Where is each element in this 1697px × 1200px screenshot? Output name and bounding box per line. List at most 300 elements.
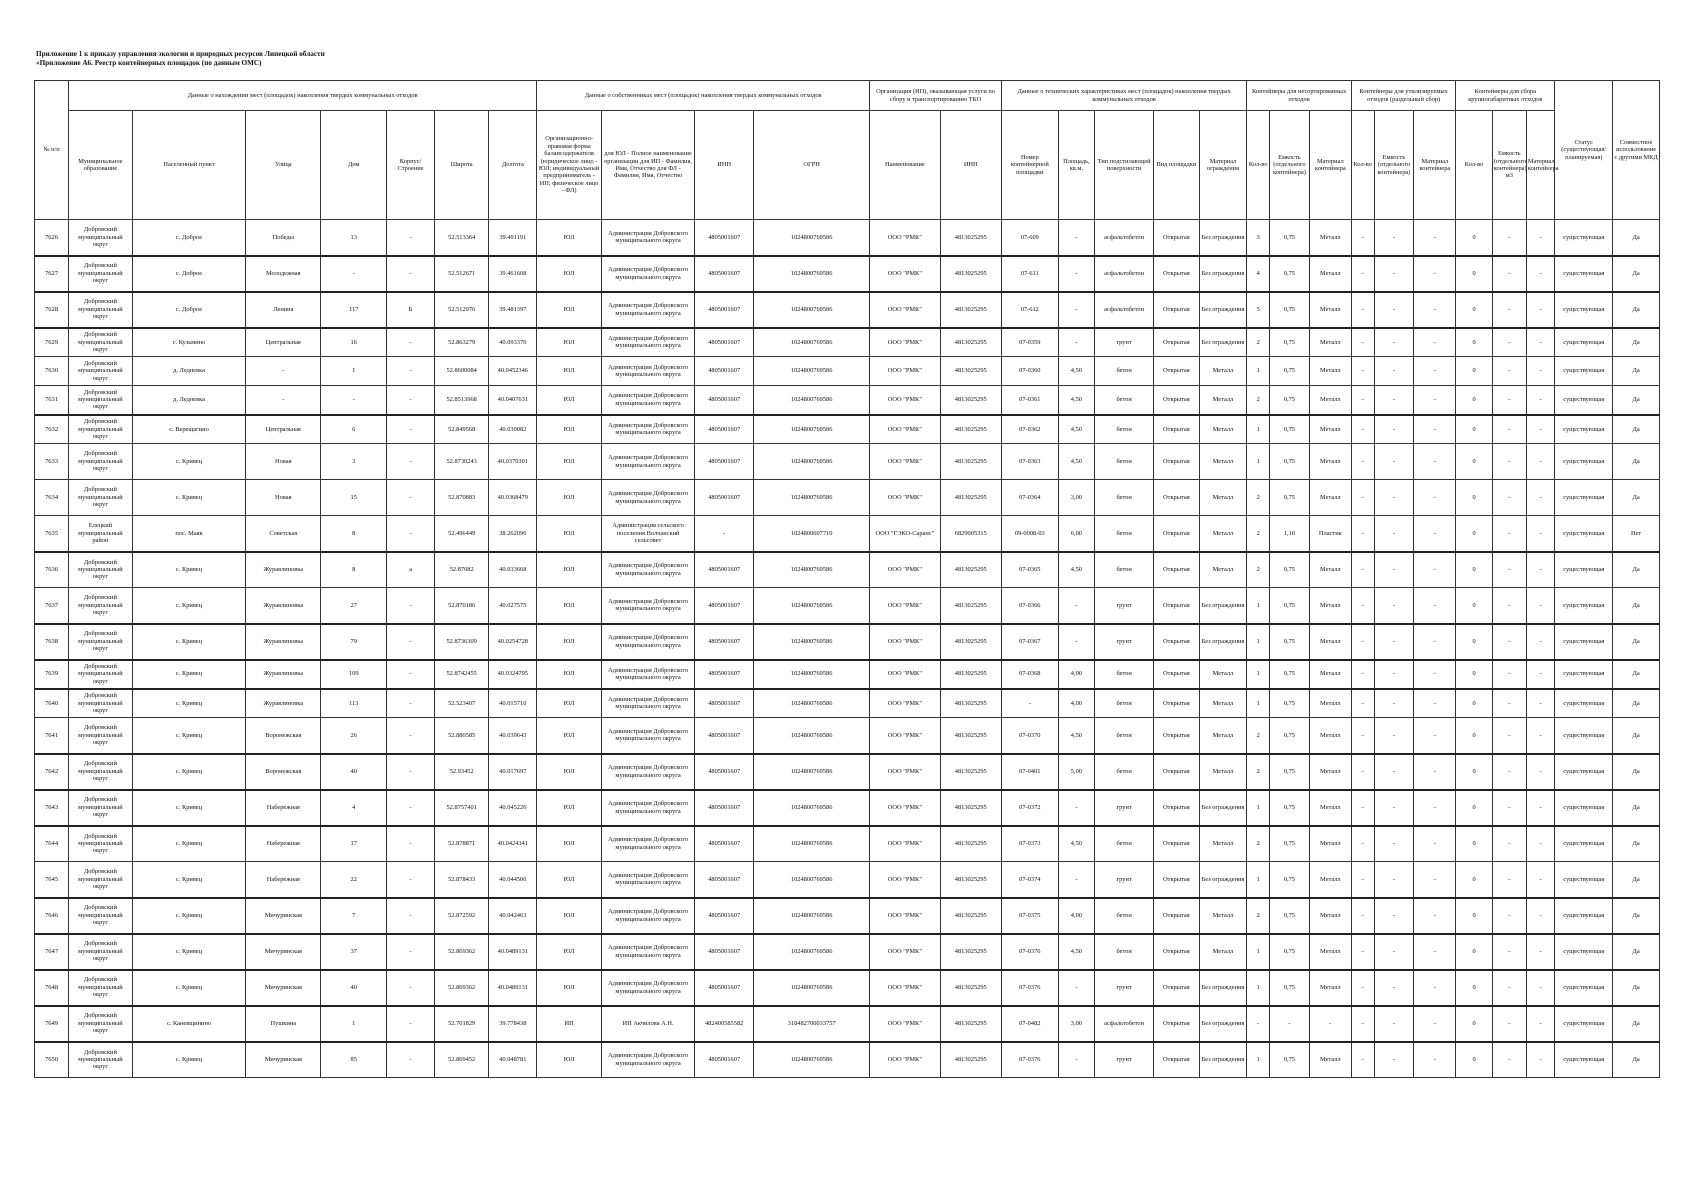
cell-surface: грунт — [1095, 1042, 1154, 1078]
cell-area: - — [1058, 292, 1094, 328]
table-row — [35, 660, 1660, 689]
cell-surface: бетон — [1095, 552, 1154, 588]
cell-operator-name: ООО "РМК" — [870, 480, 940, 516]
cell-inn: 4805001607 — [695, 660, 754, 689]
cell-lon: 39.461608 — [489, 256, 537, 292]
cell-house: 13 — [321, 220, 387, 256]
cell-fence: Без ограждения — [1199, 220, 1247, 256]
cell-owner-name: Администрация Добровского муниципального округа — [601, 415, 694, 444]
cell-lat: 52.878433 — [434, 862, 489, 898]
cell-area: 4,50 — [1058, 415, 1094, 444]
cell-unsorted-material: Металл — [1309, 826, 1351, 862]
cell-inn: 4805001607 — [695, 689, 754, 718]
cell-bulky-count: 0 — [1456, 898, 1492, 934]
col-sorted-material-header: Материал контейнера — [1414, 111, 1456, 220]
cell-fence: Без ограждения — [1199, 256, 1247, 292]
cell-num: 7633 — [35, 444, 69, 480]
cell-building: - — [387, 386, 435, 415]
cell-inn: 4805001607 — [695, 220, 754, 256]
header-row-groups — [35, 81, 1660, 111]
cell-bulky-count: 0 — [1456, 415, 1492, 444]
cell-operator-inn: 4813025295 — [940, 292, 1001, 328]
cell-legal-form: ЮЛ — [537, 862, 602, 898]
cell-site-no: 07-0482 — [1001, 1006, 1058, 1042]
cell-unsorted-count: 2 — [1247, 754, 1270, 790]
group-tech-header: Данные о технических характеристиках мест (площадок) накопления твердых коммунальных отходов — [1001, 81, 1246, 111]
cell-surface: асфальтобетон — [1095, 256, 1154, 292]
cell-site-type: Открытая — [1154, 386, 1199, 415]
cell-num: 7629 — [35, 328, 69, 357]
cell-site-no: 07-0376 — [1001, 970, 1058, 1006]
cell-house: 6 — [321, 415, 387, 444]
col-bulky-count-header: Кол-во — [1456, 111, 1492, 220]
cell-site-no: 07-0372 — [1001, 790, 1058, 826]
cell-bulky-count: 0 — [1456, 790, 1492, 826]
cell-status: существующая — [1555, 415, 1613, 444]
cell-bulky-count: 0 — [1456, 552, 1492, 588]
cell-bulky-count: 0 — [1456, 1006, 1492, 1042]
cell-fence: Без ограждения — [1199, 624, 1247, 660]
cell-owner-name: Администрация Добровского муниципального округа — [601, 934, 694, 970]
cell-bulky-count: 0 — [1456, 689, 1492, 718]
cell-building: - — [387, 934, 435, 970]
cell-ogrn: 1024800769586 — [754, 898, 870, 934]
cell-surface: бетон — [1095, 516, 1154, 552]
cell-num: 7636 — [35, 552, 69, 588]
cell-street: Журавлиновка — [246, 552, 321, 588]
cell-building: - — [387, 660, 435, 689]
cell-street: Мичуринская — [246, 934, 321, 970]
cell-municipality: Добровский муниципальный округ — [69, 689, 133, 718]
cell-owner-name: Администрация Добровского муниципального округа — [601, 386, 694, 415]
cell-operator-inn: 4813025295 — [940, 552, 1001, 588]
cell-fence: Без ограждения — [1199, 970, 1247, 1006]
cell-sorted-material: - — [1414, 357, 1456, 386]
cell-operator-inn: 4813025295 — [940, 970, 1001, 1006]
cell-unsorted-capacity: 0,75 — [1270, 660, 1310, 689]
cell-sorted-capacity: - — [1374, 934, 1414, 970]
table-row — [35, 689, 1660, 718]
table-row — [35, 292, 1660, 328]
cell-sorted-material: - — [1414, 1006, 1456, 1042]
cell-lon: 40.042463 — [489, 898, 537, 934]
cell-sorted-capacity: - — [1374, 660, 1414, 689]
table-row — [35, 862, 1660, 898]
cell-building: - — [387, 862, 435, 898]
cell-shared: Да — [1613, 862, 1660, 898]
cell-status: существующая — [1555, 552, 1613, 588]
table-row — [35, 516, 1660, 552]
cell-sorted-count: - — [1351, 970, 1374, 1006]
cell-building: - — [387, 624, 435, 660]
cell-site-type: Открытая — [1154, 826, 1199, 862]
cell-settlement: с. Кривец — [132, 552, 246, 588]
cell-sorted-count: - — [1351, 826, 1374, 862]
col-fence-header: Материал ограждения — [1199, 111, 1247, 220]
cell-operator-name: ООО "РМК" — [870, 1042, 940, 1078]
cell-shared: Да — [1613, 444, 1660, 480]
cell-site-no: 07-0366 — [1001, 588, 1058, 624]
cell-house: 3 — [321, 444, 387, 480]
cell-ogrn: 1024800769586 — [754, 862, 870, 898]
cell-settlement: с. Кривец — [132, 689, 246, 718]
cell-sorted-material: - — [1414, 862, 1456, 898]
cell-site-no: 07-0370 — [1001, 718, 1058, 754]
cell-bulky-material: - — [1526, 898, 1554, 934]
cell-house: 4 — [321, 790, 387, 826]
cell-unsorted-material: Металл — [1309, 624, 1351, 660]
cell-house: 27 — [321, 588, 387, 624]
cell-bulky-capacity: - — [1492, 516, 1526, 552]
cell-area: - — [1058, 862, 1094, 898]
cell-site-no: 07-0375 — [1001, 898, 1058, 934]
cell-shared: Да — [1613, 898, 1660, 934]
cell-surface: грунт — [1095, 588, 1154, 624]
cell-status: существующая — [1555, 357, 1613, 386]
cell-bulky-material: - — [1526, 718, 1554, 754]
cell-num: 7630 — [35, 357, 69, 386]
cell-unsorted-count: 1 — [1247, 689, 1270, 718]
col-operator-name-header: Наименование — [870, 111, 940, 220]
cell-house: - — [321, 386, 387, 415]
cell-owner-name: Администрация Добровского муниципального округа — [601, 660, 694, 689]
cell-unsorted-material: Металл — [1309, 660, 1351, 689]
cell-owner-name: Администрация Добровского муниципального округа — [601, 220, 694, 256]
cell-bulky-material: - — [1526, 754, 1554, 790]
cell-unsorted-count: 2 — [1247, 386, 1270, 415]
cell-bulky-material: - — [1526, 1042, 1554, 1078]
cell-unsorted-material: Металл — [1309, 934, 1351, 970]
cell-sorted-count: - — [1351, 660, 1374, 689]
cell-street: Ленина — [246, 292, 321, 328]
cell-lat: 52.8730243 — [434, 444, 489, 480]
registry-table — [34, 80, 1660, 1078]
cell-fence: Металл — [1199, 480, 1247, 516]
table-row — [35, 386, 1660, 415]
cell-street: Воронежская — [246, 754, 321, 790]
cell-fence: Без ограждения — [1199, 790, 1247, 826]
cell-legal-form: ЮЛ — [537, 588, 602, 624]
cell-unsorted-capacity: 0,75 — [1270, 552, 1310, 588]
cell-inn: 4805001607 — [695, 934, 754, 970]
cell-owner-name: Администрация Добровского муниципального округа — [601, 970, 694, 1006]
cell-sorted-material: - — [1414, 754, 1456, 790]
cell-shared: Да — [1613, 826, 1660, 862]
cell-building: - — [387, 220, 435, 256]
cell-bulky-capacity: - — [1492, 754, 1526, 790]
cell-site-no: 07-0368 — [1001, 660, 1058, 689]
cell-area: - — [1058, 624, 1094, 660]
cell-operator-name: ООО "РМК" — [870, 256, 940, 292]
cell-area: 6,00 — [1058, 516, 1094, 552]
cell-fence: Металл — [1199, 552, 1247, 588]
cell-lon: 40.045226 — [489, 790, 537, 826]
cell-operator-inn: 4813025295 — [940, 480, 1001, 516]
cell-area: 4,50 — [1058, 357, 1094, 386]
cell-area: 4,50 — [1058, 386, 1094, 415]
cell-municipality: Добровский муниципальный округ — [69, 790, 133, 826]
cell-bulky-count: 0 — [1456, 624, 1492, 660]
cell-num: 7626 — [35, 220, 69, 256]
cell-sorted-material: - — [1414, 934, 1456, 970]
cell-bulky-capacity: - — [1492, 552, 1526, 588]
cell-shared: Да — [1613, 1042, 1660, 1078]
cell-house: 26 — [321, 718, 387, 754]
cell-street: Набережная — [246, 790, 321, 826]
cell-unsorted-material: Металл — [1309, 552, 1351, 588]
cell-operator-inn: 4813025295 — [940, 220, 1001, 256]
cell-unsorted-capacity: 0,75 — [1270, 754, 1310, 790]
cell-sorted-count: - — [1351, 220, 1374, 256]
cell-surface: грунт — [1095, 790, 1154, 826]
cell-house: 1 — [321, 1006, 387, 1042]
cell-sorted-capacity: - — [1374, 718, 1414, 754]
cell-municipality: Добровский муниципальный округ — [69, 357, 133, 386]
cell-sorted-count: - — [1351, 862, 1374, 898]
cell-shared: Да — [1613, 689, 1660, 718]
cell-ogrn: 1024800769586 — [754, 790, 870, 826]
cell-operator-name: ООО "РМК" — [870, 790, 940, 826]
cell-bulky-count: 0 — [1456, 444, 1492, 480]
col-site-type-header: Вид площадки — [1154, 111, 1199, 220]
cell-operator-name: ООО "РМК" — [870, 689, 940, 718]
col-house-header: Дом — [321, 111, 387, 220]
cell-legal-form: ЮЛ — [537, 624, 602, 660]
col-legal-form-header: Организационно-правовая форма балансодержателя (юридическое лицо - ЮЛ; индивидуальный предприниматель - ИП; физическое лицо - ФЛ) — [537, 111, 602, 220]
cell-bulky-count: 0 — [1456, 718, 1492, 754]
cell-operator-inn: 4813025295 — [940, 444, 1001, 480]
cell-operator-name: ООО "РМК" — [870, 220, 940, 256]
cell-municipality: Добровский муниципальный округ — [69, 718, 133, 754]
cell-num: 7641 — [35, 718, 69, 754]
cell-fence: Металл — [1199, 689, 1247, 718]
cell-site-no: 07-0367 — [1001, 624, 1058, 660]
group-bulky-header: Контейнеры для сбора крупногабаритных отходов — [1456, 81, 1555, 111]
cell-municipality: Добровский муниципальный округ — [69, 660, 133, 689]
cell-shared: Да — [1613, 790, 1660, 826]
cell-street: Победы — [246, 220, 321, 256]
cell-bulky-capacity: - — [1492, 898, 1526, 934]
cell-sorted-capacity: - — [1374, 415, 1414, 444]
cell-owner-name: Администрация Добровского муниципального округа — [601, 588, 694, 624]
cell-inn: 4805001607 — [695, 970, 754, 1006]
cell-sorted-material: - — [1414, 660, 1456, 689]
cell-legal-form: ЮЛ — [537, 386, 602, 415]
cell-bulky-count: 0 — [1456, 357, 1492, 386]
cell-bulky-material: - — [1526, 292, 1554, 328]
cell-municipality: Добровский муниципальный округ — [69, 480, 133, 516]
cell-sorted-count: - — [1351, 552, 1374, 588]
cell-legal-form: ЮЛ — [537, 220, 602, 256]
cell-unsorted-count: 1 — [1247, 357, 1270, 386]
cell-site-no: 07-0374 — [1001, 862, 1058, 898]
cell-building: - — [387, 357, 435, 386]
cell-bulky-count: 0 — [1456, 970, 1492, 1006]
cell-unsorted-material: Металл — [1309, 415, 1351, 444]
cell-num: 7632 — [35, 415, 69, 444]
cell-unsorted-material: Металл — [1309, 862, 1351, 898]
cell-unsorted-capacity: 0,75 — [1270, 588, 1310, 624]
cell-unsorted-count: 2 — [1247, 516, 1270, 552]
header-line-2: «Приложение А6. Реестр контейнерных площадок (по данным ОМС) — [36, 59, 262, 67]
cell-legal-form: ЮЛ — [537, 328, 602, 357]
cell-surface: бетон — [1095, 898, 1154, 934]
cell-sorted-material: - — [1414, 415, 1456, 444]
cell-ogrn: 1024800769586 — [754, 415, 870, 444]
col-owner-name-header: для ЮЛ - Полное наименование организации для ИП - Фамилия, Имя, Отчество для ФЛ - Фамилия, Имя, Отчество — [601, 111, 694, 220]
cell-municipality: Добровский муниципальный округ — [69, 256, 133, 292]
cell-street: Пушкина — [246, 1006, 321, 1042]
col-ogrn-header: ОГРН — [754, 111, 870, 220]
cell-site-type: Открытая — [1154, 790, 1199, 826]
cell-unsorted-capacity: 0,75 — [1270, 256, 1310, 292]
cell-unsorted-count: 2 — [1247, 898, 1270, 934]
cell-building: - — [387, 1042, 435, 1078]
cell-owner-name: Администрация Добровского муниципального округа — [601, 862, 694, 898]
cell-unsorted-count: 1 — [1247, 1042, 1270, 1078]
cell-legal-form: ЮЛ — [537, 718, 602, 754]
cell-shared: Да — [1613, 328, 1660, 357]
cell-settlement: с. Кривец — [132, 934, 246, 970]
cell-bulky-material: - — [1526, 256, 1554, 292]
cell-bulky-count: 0 — [1456, 826, 1492, 862]
cell-legal-form: ЮЛ — [537, 934, 602, 970]
cell-operator-inn: 4813025295 — [940, 934, 1001, 970]
cell-settlement: с. Кривец — [132, 660, 246, 689]
cell-status: существующая — [1555, 292, 1613, 328]
cell-sorted-material: - — [1414, 790, 1456, 826]
cell-lon: 39.778438 — [489, 1006, 537, 1042]
cell-bulky-capacity: - — [1492, 826, 1526, 862]
cell-area: - — [1058, 1042, 1094, 1078]
cell-municipality: Добровский муниципальный округ — [69, 552, 133, 588]
cell-bulky-material: - — [1526, 970, 1554, 1006]
table-row — [35, 552, 1660, 588]
cell-street: Воронежская — [246, 718, 321, 754]
cell-lon: 40.044506 — [489, 862, 537, 898]
cell-house: 40 — [321, 970, 387, 1006]
cell-shared: Да — [1613, 220, 1660, 256]
cell-sorted-count: - — [1351, 1006, 1374, 1042]
col-bulky-material-header: Материал контейнера — [1526, 111, 1554, 220]
cell-site-type: Открытая — [1154, 1006, 1199, 1042]
cell-lon: 40.0324795 — [489, 660, 537, 689]
cell-shared: Да — [1613, 754, 1660, 790]
cell-settlement: с. Кривец — [132, 898, 246, 934]
table-row — [35, 898, 1660, 934]
cell-sorted-capacity: - — [1374, 1006, 1414, 1042]
cell-site-type: Открытая — [1154, 718, 1199, 754]
cell-operator-inn: 4813025295 — [940, 357, 1001, 386]
cell-site-type: Открытая — [1154, 588, 1199, 624]
cell-street: Центральная — [246, 328, 321, 357]
cell-site-no: 07-609 — [1001, 220, 1058, 256]
cell-surface: асфальтобетон — [1095, 220, 1154, 256]
cell-settlement: с. Кузьмино — [132, 328, 246, 357]
cell-sorted-material: - — [1414, 588, 1456, 624]
cell-operator-inn: 4813025295 — [940, 718, 1001, 754]
cell-bulky-material: - — [1526, 862, 1554, 898]
cell-sorted-count: - — [1351, 898, 1374, 934]
cell-operator-inn: 4813025295 — [940, 862, 1001, 898]
cell-municipality: Добровский муниципальный округ — [69, 826, 133, 862]
group-unsorted-header: Контейнеры для несортированных отходов — [1247, 81, 1352, 111]
cell-lat: 52.701829 — [434, 1006, 489, 1042]
cell-sorted-material: - — [1414, 328, 1456, 357]
cell-area: - — [1058, 220, 1094, 256]
group-location-header: Данные о нахождении мест (площадок) накопления твердых коммунальных отходов — [69, 81, 537, 111]
cell-lat: 52.870883 — [434, 480, 489, 516]
cell-lon: 40.0370301 — [489, 444, 537, 480]
cell-bulky-count: 0 — [1456, 480, 1492, 516]
cell-site-no: 07-0365 — [1001, 552, 1058, 588]
cell-operator-name: ООО "РМК" — [870, 862, 940, 898]
cell-sorted-capacity: - — [1374, 1042, 1414, 1078]
header-line-1: Приложение 1 к приказу управления экологии и природных ресурсов Липецкой области — [36, 50, 325, 58]
cell-num: 7627 — [35, 256, 69, 292]
cell-unsorted-capacity: 0,75 — [1270, 898, 1310, 934]
cell-bulky-material: - — [1526, 357, 1554, 386]
cell-bulky-material: - — [1526, 1006, 1554, 1042]
cell-unsorted-count: 2 — [1247, 552, 1270, 588]
cell-unsorted-capacity: 0,75 — [1270, 480, 1310, 516]
cell-building: - — [387, 256, 435, 292]
cell-owner-name: Администрация Добровского муниципального округа — [601, 357, 694, 386]
cell-bulky-capacity: - — [1492, 292, 1526, 328]
cell-lon: 40.030082 — [489, 415, 537, 444]
cell-area: 5,00 — [1058, 754, 1094, 790]
cell-house: 7 — [321, 898, 387, 934]
cell-ogrn: 1024800769586 — [754, 689, 870, 718]
cell-legal-form: ИП — [537, 1006, 602, 1042]
col-area-header: Площадь, кв.м. — [1058, 111, 1094, 220]
cell-operator-name: ООО "РМК" — [870, 718, 940, 754]
cell-site-type: Открытая — [1154, 415, 1199, 444]
cell-unsorted-capacity: 0,75 — [1270, 328, 1310, 357]
cell-legal-form: ЮЛ — [537, 689, 602, 718]
cell-unsorted-capacity: 1,10 — [1270, 516, 1310, 552]
cell-owner-name: Администрация Добровского муниципального округа — [601, 328, 694, 357]
cell-bulky-count: 0 — [1456, 220, 1492, 256]
cell-sorted-capacity: - — [1374, 689, 1414, 718]
cell-building: - — [387, 754, 435, 790]
cell-area: 4,00 — [1058, 898, 1094, 934]
cell-inn: 4805001607 — [695, 444, 754, 480]
cell-settlement: с. Кривец — [132, 444, 246, 480]
cell-unsorted-count: 2 — [1247, 718, 1270, 754]
cell-settlement: с. Кривец — [132, 754, 246, 790]
col-bulky-capacity-header: Емкость (отдельного контейнера) м3 — [1492, 111, 1526, 220]
cell-num: 7637 — [35, 588, 69, 624]
cell-shared: Да — [1613, 588, 1660, 624]
cell-surface: бетон — [1095, 415, 1154, 444]
cell-shared: Да — [1613, 357, 1660, 386]
cell-unsorted-material: Металл — [1309, 588, 1351, 624]
cell-fence: Металл — [1199, 934, 1247, 970]
cell-operator-inn: 6829005315 — [940, 516, 1001, 552]
cell-unsorted-capacity: 0,75 — [1270, 1042, 1310, 1078]
cell-settlement: с. Доброе — [132, 292, 246, 328]
cell-lat: 52.872592 — [434, 898, 489, 934]
cell-owner-name: Администрация Добровского муниципального округа — [601, 552, 694, 588]
cell-inn: 4805001607 — [695, 552, 754, 588]
cell-inn: 4805001607 — [695, 415, 754, 444]
col-street-header: Улица — [246, 111, 321, 220]
cell-shared: Да — [1613, 660, 1660, 689]
cell-unsorted-count: 1 — [1247, 624, 1270, 660]
cell-bulky-capacity: - — [1492, 480, 1526, 516]
cell-area: 4,50 — [1058, 826, 1094, 862]
